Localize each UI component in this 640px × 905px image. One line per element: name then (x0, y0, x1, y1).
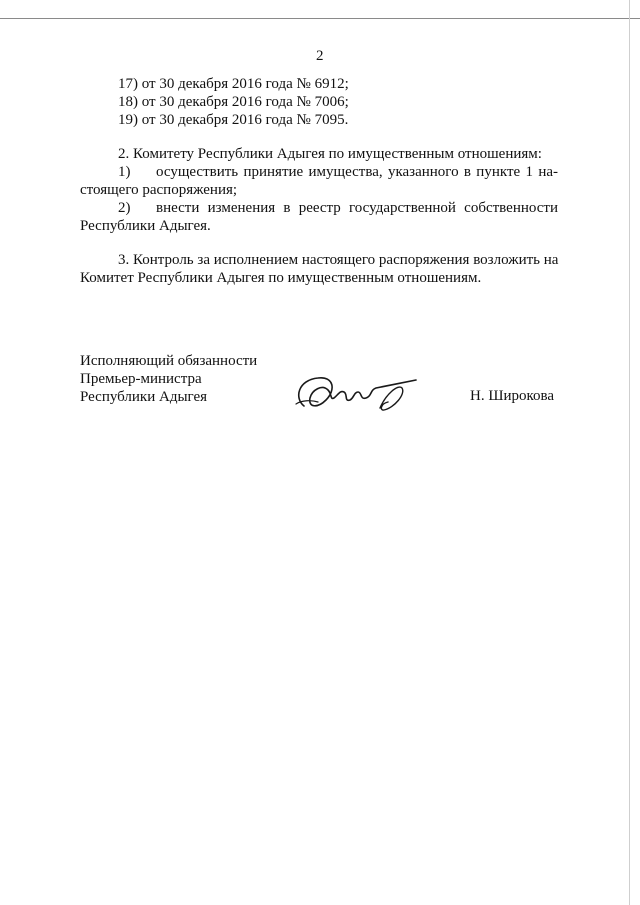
section-3-line-2: Комитет Республики Адыгея по имущественным отношениям. (80, 270, 482, 286)
signer-name: Н. Широкова (470, 388, 555, 404)
section-2-intro: 2. Комитету Республики Адыгея по имущественным отношениям: (118, 146, 542, 162)
page-number: 2 (316, 48, 324, 64)
signer-position-line-3: Республики Адыгея (80, 389, 208, 405)
list-item-19: 19) от 30 декабря 2016 года № 7095. (118, 112, 349, 128)
signer-position-line-1: Исполняющий обязанности (80, 353, 258, 369)
sub-item-1-line-1: осуществить принятие имущества, указанного в пункте 1 на- (156, 164, 558, 180)
sub-item-1-line-2: стоящего распоряжения; (80, 182, 238, 198)
sub-item-1-number: 1) (118, 164, 131, 180)
signer-position-line-2: Премьер-министра (80, 371, 202, 387)
sub-item-2-line-1: внести изменения в реестр государственной собственности (156, 200, 558, 216)
list-item-17: 17) от 30 декабря 2016 года № 6912; (118, 76, 349, 92)
sub-item-2-number: 2) (118, 200, 131, 216)
scan-right-edge (629, 0, 630, 905)
section-3-line-1: 3. Контроль за исполнением настоящего распоряжения возложить на (118, 252, 559, 268)
scan-top-border (0, 18, 640, 19)
sub-item-2-line-2: Республики Адыгея. (80, 218, 211, 234)
list-item-18: 18) от 30 декабря 2016 года № 7006; (118, 94, 349, 110)
handwritten-signature (288, 368, 428, 418)
